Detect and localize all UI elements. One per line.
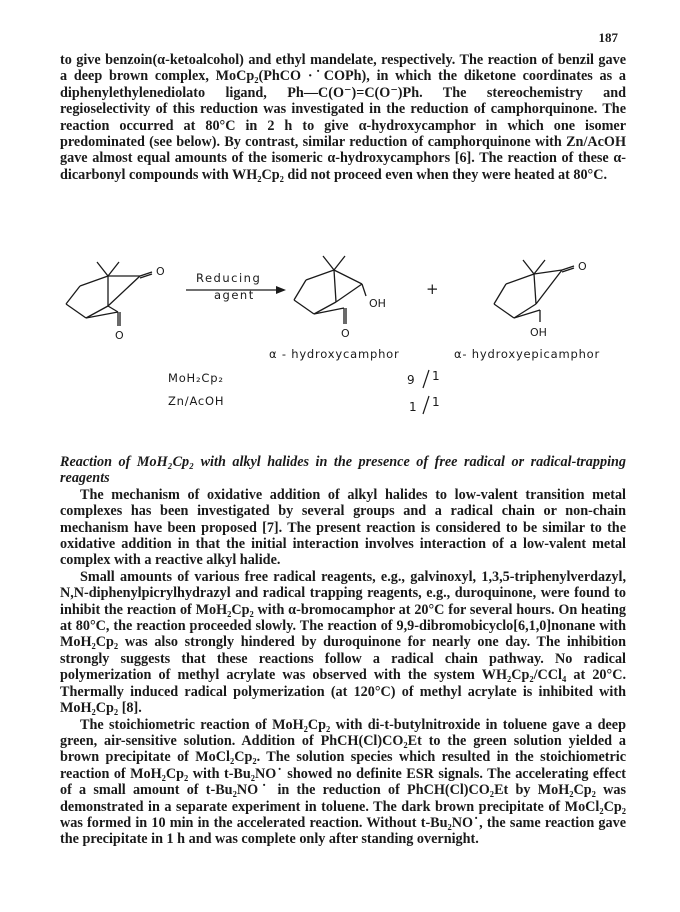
arrow-label-agent: agent <box>214 288 255 302</box>
ratio-slash <box>423 370 429 388</box>
reagent-label: MoH₂Cp₂ <box>168 371 224 385</box>
reaction-arrowhead <box>276 286 286 294</box>
atom-o-label: O <box>156 265 165 278</box>
arrow-label-reducing: Reducing <box>196 271 262 285</box>
body-paragraph: The mechanism of oxidative addition of alkyl halides to low-valent transition metal complexes has been investigated by several groups and a radical chain or non-chain mechanism have been proposed [7]. The present reaction is considered to be similar to the oxidative addition in that the initial interaction involves interaction of a low-valent metal complex with a reactive alkyl halide. <box>60 486 626 569</box>
product-name-hydroxycamphor: α - hydroxycamphor <box>269 347 400 361</box>
atom-o-label: O <box>115 329 124 342</box>
atom-oh-label: OH <box>369 297 386 310</box>
section-block <box>60 454 626 848</box>
body-paragraph: The stoichiometric reaction of MoH₂Cp₂ with di-t-butylnitroxide in toluene gave a deep green, air-sensitive solution. Addition of PhCH(Cl)CO₂Et to the green solution yielded a brown precipitate of MoCl₂Cp₂. The solution species which resulted in the stoichiometric reaction of MoH₂Cp₂ with t-Bu₂NO˙ showed no definite ESR signals. The accelerating effect of a small amount of t-Bu₂NO˙ in the reduction of PhCH(Cl)CO₂Et by MoH₂Cp₂ was demonstrated in a separate experiment in toluene. The dark brown precipitate of MoCl₂Cp₂ was formed in 10 min in the accelerated reaction. Without t-Bu₂NO˙, the same reaction gave the precipitate in 1 h and was complete only after standing overnight. <box>60 716 626 848</box>
ratio-value: 1 <box>432 369 440 383</box>
reagent-label: Zn/AcOH <box>168 394 225 408</box>
ratio-value: 9 <box>407 373 415 387</box>
body-paragraph: Small amounts of various free radical reagents, e.g., galvinoxyl, 1,3,5-triphenylverdazyl, N,N-diphenylpicrylhydrazyl and radical trapping reagents, e.g., duroquinone, were found to inhibit the reaction of MoH₂Cp₂ with α-bromocamphor at 20°C for several hours. On heating at 80°C, the reaction proceeded slowly. The reaction of 9,9-dibromobicyclo[6,1,0]nonane with MoH₂Cp₂ was also strongly hindered by duroquinone for nearly one day. The inhibition strongly suggests that these reactions follow a radical chain pathway. No radical polymerization of methyl acrylate was observed with the system WH₂Cp₂/CCl₄ at 20°C. Thermally induced radical polymerization (at 120°C) of methyl acrylate is inhibited with MoH₂Cp₂ [8]. <box>60 568 626 717</box>
ratio-slash <box>423 396 429 414</box>
atom-oh-label: OH <box>530 326 547 339</box>
intro-paragraph-block <box>60 52 626 183</box>
camphorquinone-structure <box>66 262 152 326</box>
alpha-hydroxyepicamphor-structure <box>494 260 574 322</box>
section-heading: Reaction of MoH₂Cp₂ with alkyl halides in the presence of free radical or radical-trapping reagents <box>60 454 626 487</box>
alpha-hydroxycamphor-structure <box>294 256 366 324</box>
intro-paragraph: to give benzoin(α-ketoalcohol) and ethyl mandelate, respectively. The reaction of benzil gave a deep brown complex, MoCp₂(PhCO ·˙COPh), in which the diketone coordinates as a diphenylethylenediolato ligand, Ph—C(O⁻)=C(O⁻)Ph. The stereochemistry and regioselectivity of this reduction was investigated in the reduction of camphorquinone. The reaction occurred at 80°C in 2 h to give α-hydroxycamphor in which one isomer predominated (see below). By contrast, similar reduction of camphorquinone with Zn/AcOH gave almost equal amounts of the isomeric α-hydroxycamphors [6]. The reaction of these α-dicarbonyl compounds with WH₂Cp₂ did not proceed even when they were heated at 80°C. <box>60 52 626 183</box>
page-number: 187 <box>598 30 618 45</box>
product-name-hydroxyepicamphor: α- hydroxyepicamphor <box>454 347 601 361</box>
atom-o-label: O <box>578 260 587 273</box>
ratio-value: 1 <box>432 395 440 409</box>
atom-o-label: O <box>341 327 350 340</box>
ratio-value: 1 <box>409 400 417 414</box>
plus-sign: + <box>426 280 439 298</box>
reaction-scheme <box>0 246 680 451</box>
